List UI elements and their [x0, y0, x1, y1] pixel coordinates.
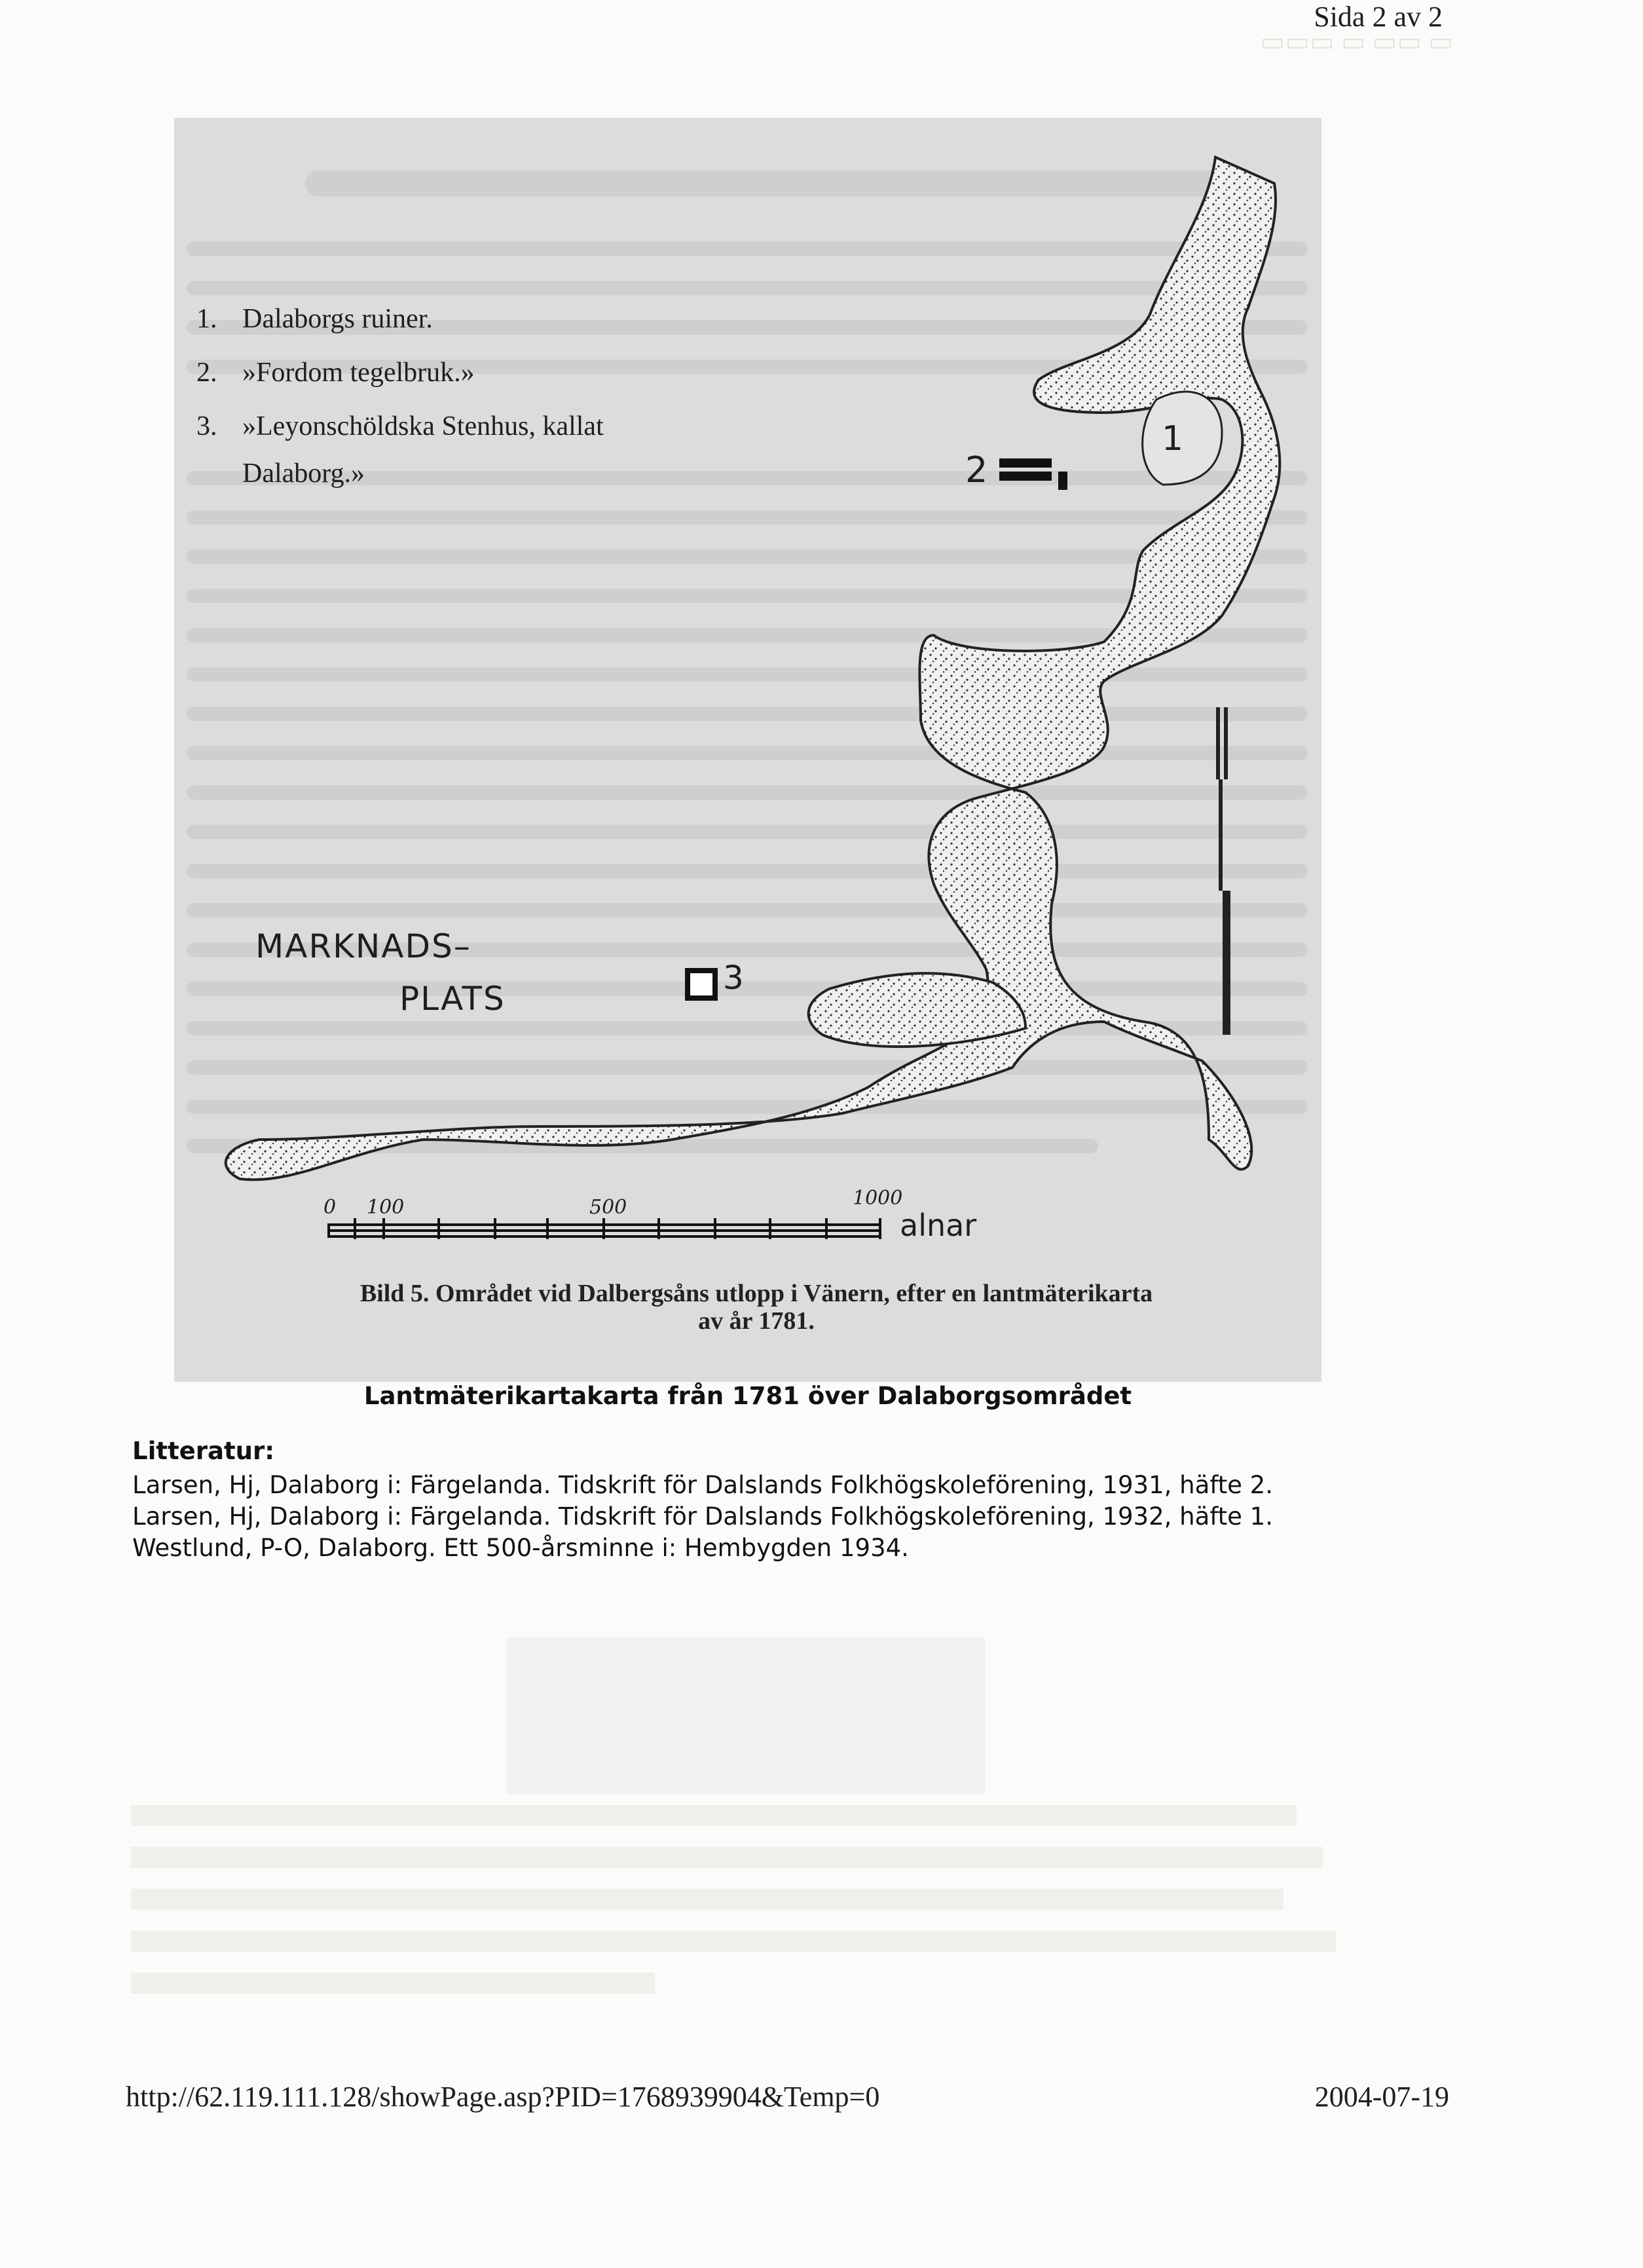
legend-text: Dalaborgs ruiner. — [242, 304, 433, 334]
legend-number: 3. — [196, 411, 217, 441]
literature-title: Litteratur: — [132, 1437, 275, 1465]
legend-item-3-continuation: Dalaborg.» — [242, 458, 365, 489]
footer-date: 2004-07-19 — [1314, 2081, 1449, 2113]
map-label-site-2: 2 — [965, 449, 989, 491]
map-image-caption — [203, 1280, 1310, 1335]
scale-unit: alnar — [900, 1208, 977, 1243]
literature-entry: Larsen, Hj, Dalaborg i: Färgelanda. Tidskrift för Dalslands Folkhögskoleförening, 1931, häfte 2. — [132, 1471, 1273, 1499]
footer-url: http://62.119.111.128/showPage.asp?PID=1768939904&Temp=0 — [126, 2081, 880, 2113]
scale-tick-100: 100 — [367, 1196, 405, 1219]
literature-entry: Westlund, P-O, Dalaborg. Ett 500-årsminne i: Hembygden 1934. — [132, 1534, 909, 1562]
river-lower-branch — [809, 973, 1025, 1047]
literature-entry: Larsen, Hj, Dalaborg i: Färgelanda. Tidskrift för Dalslands Folkhögskoleförening, 1932, häfte 1. — [132, 1502, 1273, 1531]
show-through-header: ▭▭▭ ▭ ▭▭ ▭ — [1260, 27, 1453, 56]
show-through-paragraph — [131, 1794, 1375, 2015]
scale-tick-500: 500 — [589, 1196, 627, 1219]
legend-item-1 — [196, 292, 604, 346]
legend-item-2 — [196, 346, 604, 400]
scale-tick-1000: 1000 — [853, 1187, 903, 1210]
map-scan-panel — [174, 118, 1321, 1382]
scale-tick-0: 0 — [323, 1196, 337, 1219]
legend-number: 1. — [196, 304, 217, 334]
legend-text: »Fordom tegelbruk.» — [242, 358, 475, 388]
map-image-caption-line-2: av år 1781. — [698, 1307, 815, 1335]
map-label-site-3: 3 — [723, 959, 745, 997]
map-label-plats: PLATS — [399, 980, 506, 1018]
map-image-caption-line-1: Bild 5. Området vid Dalbergsåns utlopp i Vänern, efter en lantmäterikarta — [360, 1280, 1153, 1307]
legend-number: 2. — [196, 358, 217, 388]
legend-item-3 — [196, 400, 604, 453]
map-label-marknads: MARKNADS– — [255, 927, 471, 965]
page-indicator: Sida 2 av 2 — [1314, 1, 1443, 33]
legend-text: »Leyonschöldska Stenhus, kallat — [242, 411, 604, 441]
map-label-site-1: 1 — [1162, 419, 1185, 458]
literature-section — [132, 1436, 1376, 1564]
scale-bar — [329, 1218, 880, 1239]
site-3-marker — [688, 971, 715, 998]
figure-caption: Lantmäterikartakarta från 1781 över Dalaborgsområdet — [363, 1382, 1132, 1410]
show-through-image — [507, 1637, 985, 1794]
map-legend — [196, 292, 604, 500]
